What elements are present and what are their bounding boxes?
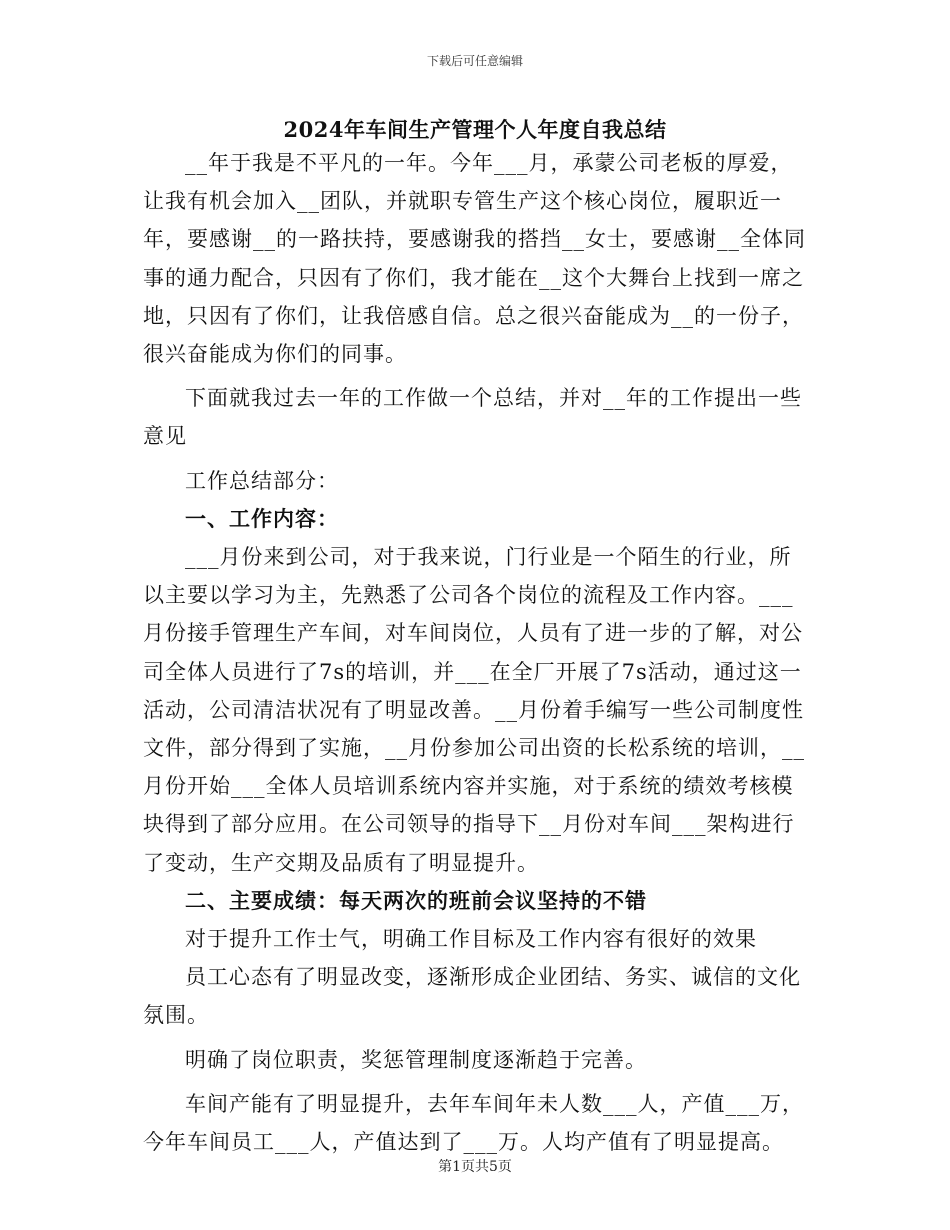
paragraph-achievement-4: 车间产能有了明显提升，去年车间年未人数___人，产值___万，今年车间员工___人，产值达到了___万。人均产值有了明显提高。 (143, 1091, 804, 1155)
paragraph-achievement-1: 对于提升工作士气，明确工作目标及工作内容有很好的效果 (185, 927, 757, 952)
heading-work-content: 一、工作内容： (185, 505, 339, 531)
paragraph-work-content: ___月份来到公司，对于我来说，门行业是一个陌生的行业，所以主要以学习为主，先熟悉了公司各个岗位的流程及工作内容。___月份接手管理生产车间，对车间岗位，人员有了进一步的了解，对公司全体人员进行了7s的培训，并___在全厂开展了7s活动，通过这一活动，公司清洁状况有了明显改善。__月份着手编写一些公司制度性文件，部分得到了实施，__月份参加公司出资的长松系统的培训，__月份开始___全体人员培训系统内容并实施，对于系统的绩效考核模块得到了部分应用。在公司领导的指导下__月份对车间___架构进行了变动，生产交期及品质有了明显提升。 (143, 545, 805, 875)
heading-achievements: 二、主要成绩：每天两次的班前会议坚持的不错 (185, 887, 647, 913)
page-number: 第1页共5页 (438, 1159, 512, 1175)
paragraph-section-label: 工作总结部分： (185, 468, 339, 493)
paragraph-summary-intro: 下面就我过去一年的工作做一个总结，并对__年的工作提出一些意见 (143, 386, 802, 449)
document-title: 2024年车间生产管理个人年度自我总结 (283, 117, 667, 142)
paragraph-intro: __年于我是不平凡的一年。今年___月，承蒙公司老板的厚爱，让我有机会加入__团队，并就职专管生产这个核心岗位，履职近一年，要感谢__的一路扶持，要感谢我的搭挡__女士，要感谢__全体同事的通力配合，只因有了你们，我才能在__这个大舞台上找到一席之地，只因有了你们，让我倍感自信。总之很兴奋能成为__的一份子，很兴奋能成为你们的同事。 (143, 151, 806, 367)
page-header-note: 下载后可任意编辑 (426, 54, 523, 68)
paragraph-achievement-2: 员工心态有了明显改变，逐渐形成企业团结、务实、诚信的文化氛围。 (143, 965, 801, 1028)
paragraph-achievement-3: 明确了岗位职责，奖惩管理制度逐渐趋于完善。 (185, 1047, 647, 1072)
document-body (143, 144, 813, 1161)
